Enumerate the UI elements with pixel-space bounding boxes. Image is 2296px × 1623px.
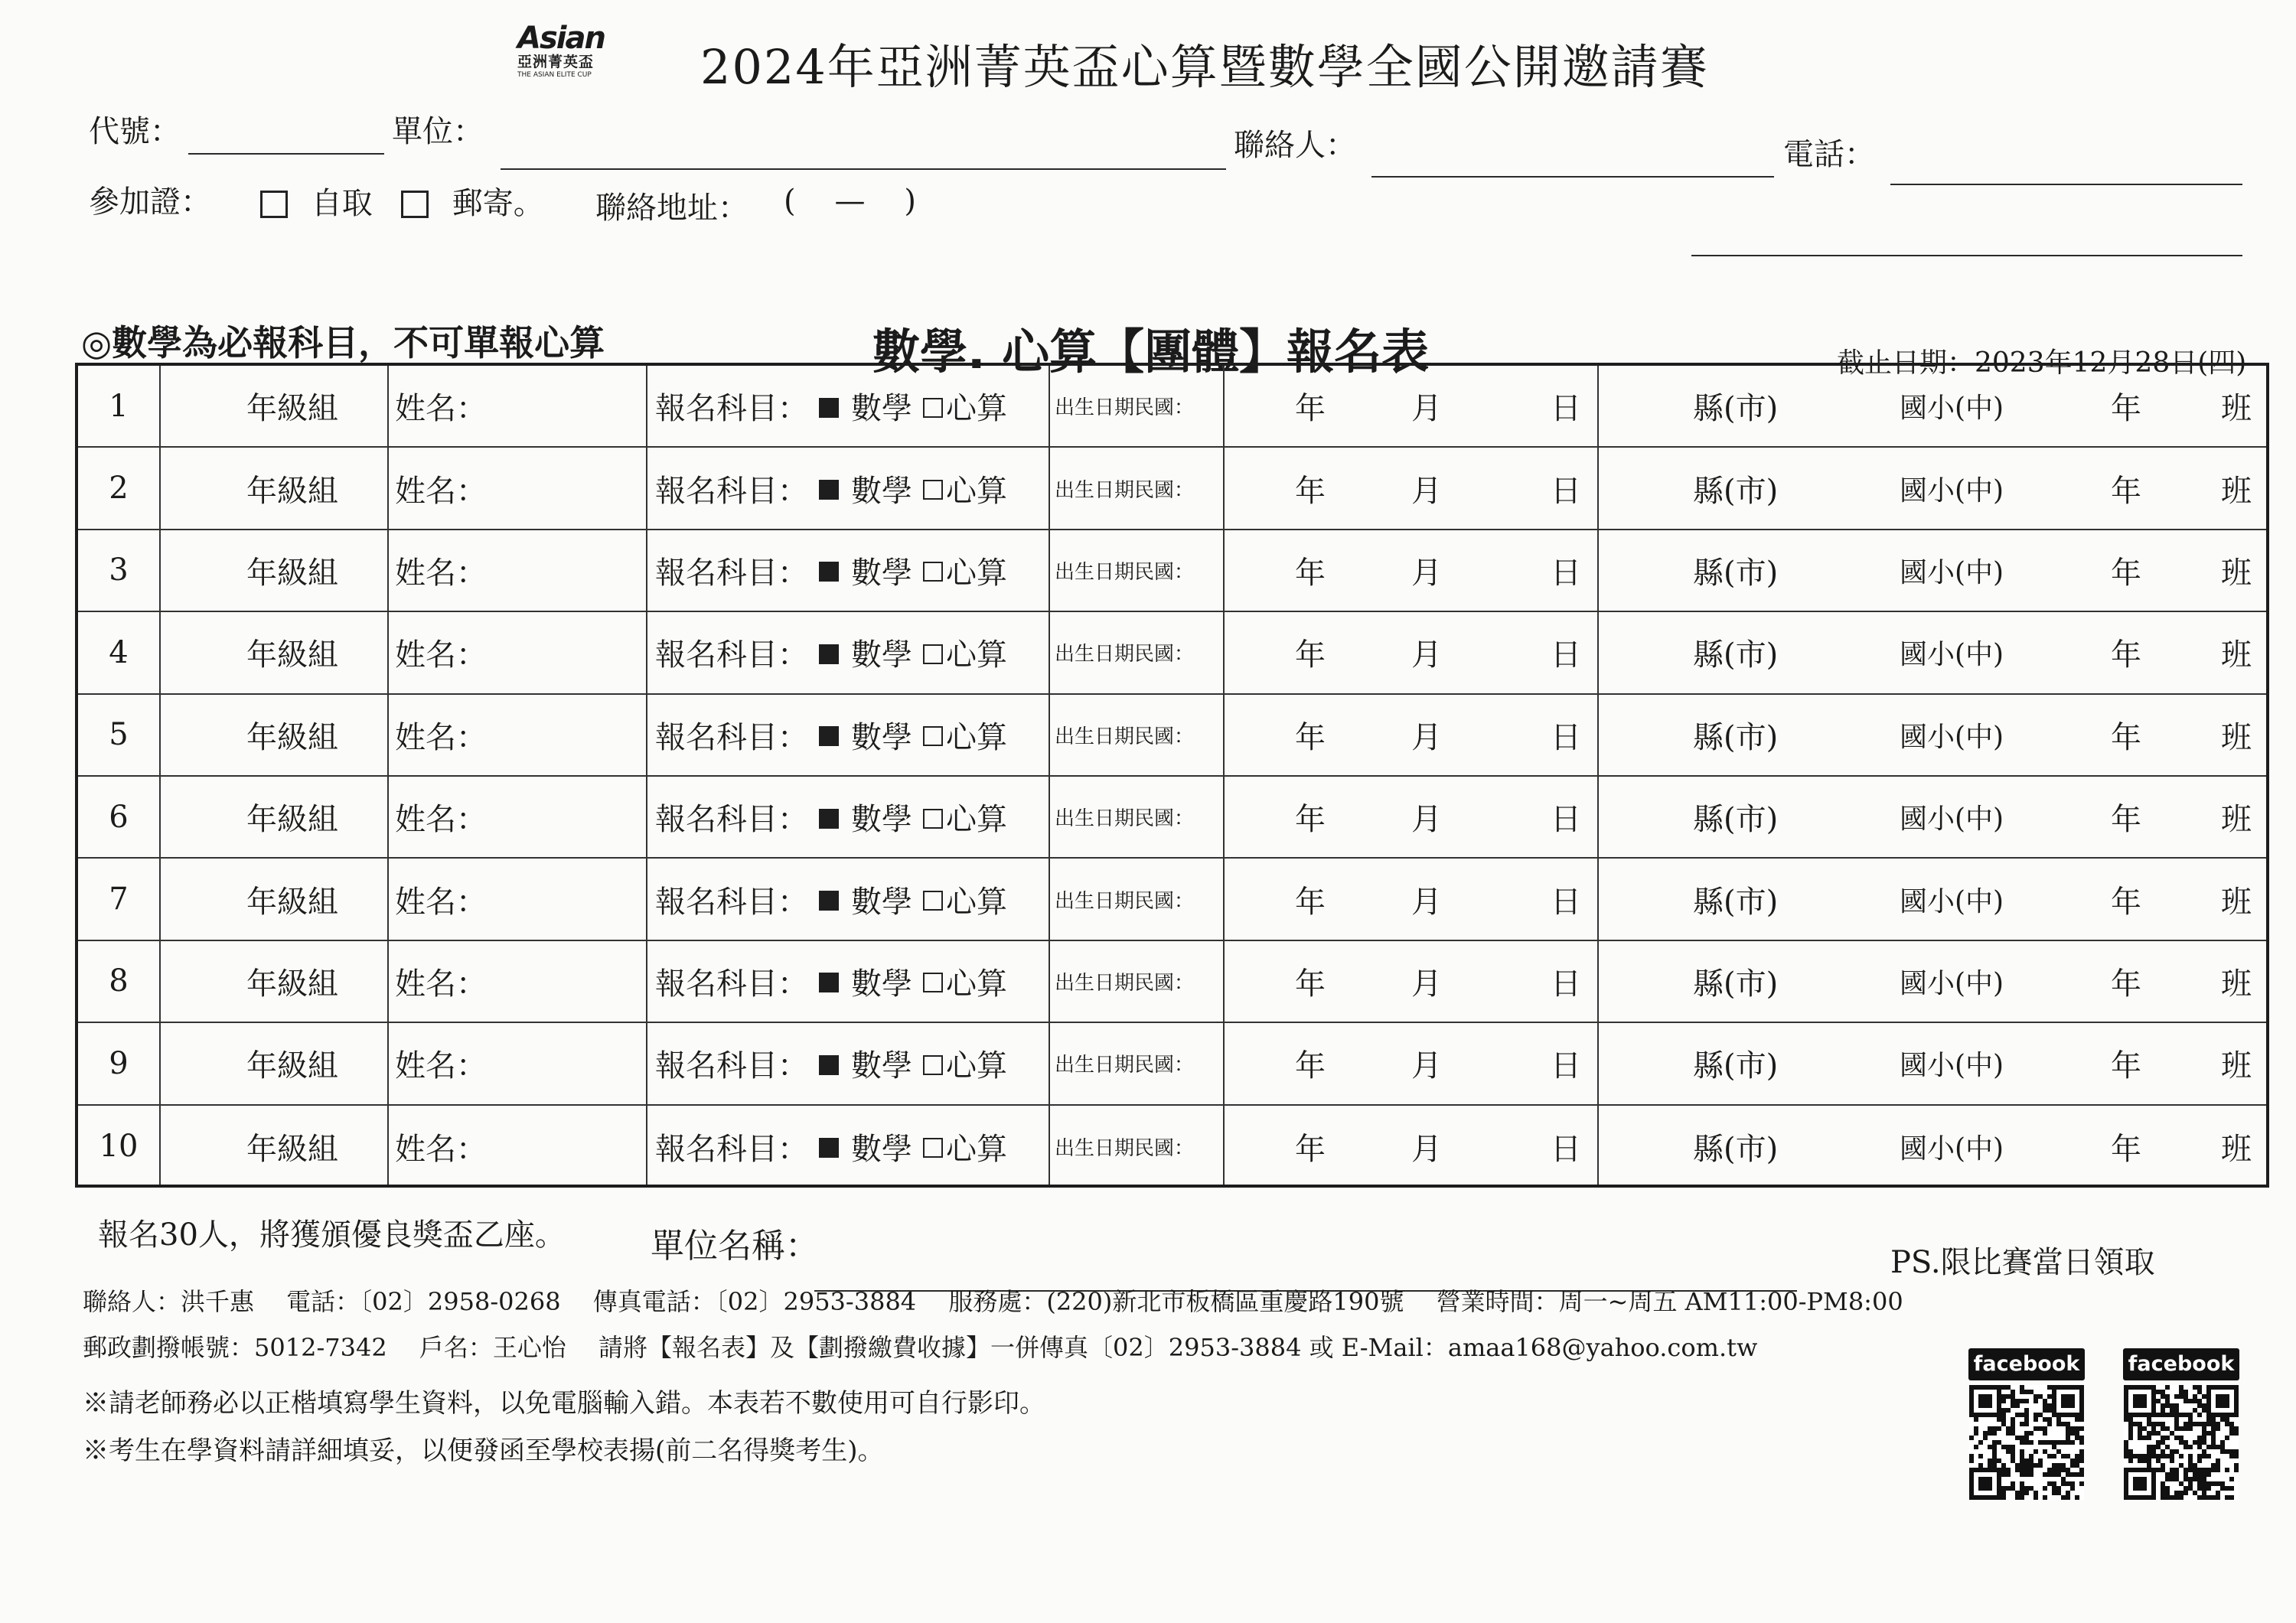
- mental-checkbox[interactable]: [923, 882, 943, 917]
- math-label: 數學: [851, 1131, 912, 1167]
- qr-code-icon: [2123, 1385, 2239, 1500]
- county-field[interactable]: 縣(市): [1693, 802, 1779, 838]
- name-field[interactable]: [395, 530, 487, 611]
- county-field[interactable]: 縣(市): [1693, 637, 1779, 673]
- table-row: [78, 695, 2266, 777]
- grade-field[interactable]: [246, 777, 338, 857]
- mental-label: 心算: [946, 1048, 1007, 1084]
- grade-field[interactable]: [246, 859, 338, 939]
- county-field[interactable]: 縣(市): [1693, 391, 1779, 427]
- county-field[interactable]: 縣(市): [1693, 555, 1779, 591]
- contact-label: 聯絡人：: [1234, 128, 1356, 163]
- name-label: 姓名：: [395, 473, 487, 509]
- birth-month[interactable]: 月: [1411, 884, 1442, 920]
- school-field[interactable]: 國小(中): [1900, 393, 2004, 425]
- math-checked-checkbox[interactable]: [819, 552, 839, 588]
- grade-field[interactable]: [246, 366, 338, 446]
- grade-year-field[interactable]: 年: [2111, 884, 2141, 920]
- name-field[interactable]: [395, 695, 487, 775]
- row-number: 4: [109, 634, 129, 670]
- class-field[interactable]: 班: [2221, 473, 2252, 509]
- unit-label: 單位：: [392, 114, 484, 149]
- math-checked-checkbox[interactable]: [819, 882, 839, 917]
- grade-label: 年級組: [246, 1131, 338, 1167]
- subject-label: 報名科目：: [655, 473, 808, 509]
- row-number: 8: [109, 963, 129, 999]
- page-title: 2024年亞洲菁英盃心算暨數學全國公開邀請賽: [700, 39, 1709, 95]
- math-label: 數學: [851, 473, 912, 509]
- table-row: [78, 777, 2266, 859]
- qr-code-icon: [1968, 1385, 2085, 1500]
- mental-checkbox[interactable]: [923, 471, 943, 506]
- name-field[interactable]: [395, 448, 487, 528]
- name-label: 姓名：: [395, 884, 487, 920]
- pickup-label: 自取: [311, 186, 373, 221]
- school-field[interactable]: 國小(中): [1900, 1133, 2004, 1165]
- grade-field[interactable]: [246, 612, 338, 693]
- grade-year-field[interactable]: 年: [2111, 966, 2141, 1002]
- contact-field[interactable]: [1371, 176, 1774, 178]
- name-label: 姓名：: [395, 555, 487, 591]
- subject-field: [655, 530, 1007, 611]
- math-label: 數學: [851, 637, 912, 673]
- birth-month[interactable]: 月: [1411, 391, 1442, 427]
- math-label: 數學: [851, 391, 912, 427]
- birth-label: 出生日期民國：: [1055, 643, 1195, 666]
- class-field[interactable]: 班: [2221, 802, 2252, 838]
- row-number: 2: [109, 471, 129, 507]
- row-number: 3: [109, 552, 129, 588]
- notice-text: ◎數學為必報科目，不可單報心算: [81, 322, 605, 363]
- birth-label: 出生日期民國：: [1055, 478, 1195, 502]
- mental-checkbox[interactable]: [923, 552, 943, 588]
- address-label: 聯絡地址：: [595, 191, 748, 226]
- birth-month[interactable]: 月: [1411, 1131, 1442, 1167]
- county-field[interactable]: 縣(市): [1693, 1048, 1779, 1084]
- birth-label: 出生日期民國：: [1055, 396, 1195, 420]
- birth-year[interactable]: 年: [1295, 802, 1326, 838]
- subject-label: 報名科目：: [655, 884, 808, 920]
- form-title: 數學. 心算【團體】報名表: [872, 324, 1430, 380]
- deadline-text: 截止日期：2023年12月28日(四): [1837, 347, 2247, 379]
- note-school-data: ※考生在學資料請詳細填妥，以便發函至學校表揚(前二名得獎考生)。: [83, 1436, 884, 1466]
- grade-field[interactable]: [246, 530, 338, 611]
- subject-field: [655, 1106, 1007, 1188]
- birth-year[interactable]: 年: [1295, 637, 1326, 673]
- subject-field: [655, 366, 1007, 446]
- birth-day[interactable]: 日: [1551, 884, 1581, 920]
- class-field[interactable]: 班: [2221, 966, 2252, 1002]
- birth-label: 出生日期民國：: [1055, 889, 1195, 913]
- mental-label: 心算: [946, 884, 1007, 920]
- logo-english: THE ASIAN ELITE CUP: [517, 71, 592, 79]
- grade-field[interactable]: [246, 1106, 338, 1188]
- grade-field[interactable]: [246, 695, 338, 775]
- name-field[interactable]: [395, 941, 487, 1022]
- mental-label: 心算: [946, 1131, 1007, 1167]
- mental-checkbox[interactable]: [923, 1129, 943, 1164]
- table-row: [78, 530, 2266, 612]
- table-row: [78, 1023, 2266, 1105]
- grade-field[interactable]: [246, 448, 338, 528]
- address-field[interactable]: ( — ): [784, 184, 916, 219]
- table-row: [78, 1106, 2266, 1188]
- mental-label: 心算: [946, 473, 1007, 509]
- subject-label: 報名科目：: [655, 966, 808, 1002]
- logo-chinese: 亞洲菁英盃: [517, 54, 595, 70]
- math-checked-checkbox[interactable]: [819, 471, 839, 506]
- grade-year-field[interactable]: 年: [2111, 637, 2141, 673]
- grade-year-field[interactable]: 年: [2111, 1048, 2141, 1084]
- school-field[interactable]: 國小(中): [1900, 885, 2004, 917]
- birth-day[interactable]: 日: [1551, 637, 1581, 673]
- county-field[interactable]: 縣(市): [1693, 473, 1779, 509]
- subject-field: [655, 941, 1007, 1022]
- facebook-label-1: facebook: [1968, 1348, 2085, 1380]
- math-checked-checkbox[interactable]: [819, 717, 839, 752]
- code-field[interactable]: [188, 153, 384, 155]
- grade-label: 年級組: [246, 473, 338, 509]
- mental-checkbox[interactable]: [923, 1046, 943, 1081]
- math-checked-checkbox[interactable]: [819, 389, 839, 424]
- birth-month[interactable]: 月: [1411, 637, 1442, 673]
- birth-day[interactable]: 日: [1551, 1048, 1581, 1084]
- class-field[interactable]: 班: [2221, 391, 2252, 427]
- birth-year[interactable]: 年: [1295, 966, 1326, 1002]
- birth-month[interactable]: 月: [1411, 473, 1442, 509]
- school-field[interactable]: 國小(中): [1900, 556, 2004, 588]
- subject-field: [655, 695, 1007, 775]
- note-handwriting: ※請老師務必以正楷填寫學生資料，以免電腦輸入錯。本表若不數使用可自行影印。: [83, 1388, 1045, 1419]
- class-field[interactable]: 班: [2221, 884, 2252, 920]
- math-checked-checkbox[interactable]: [819, 635, 839, 670]
- birth-month[interactable]: 月: [1411, 719, 1442, 755]
- math-checked-checkbox[interactable]: [819, 1046, 839, 1081]
- table-row: [78, 366, 2266, 448]
- unit-name-label: 單位名稱：: [651, 1227, 819, 1266]
- math-label: 數學: [851, 719, 912, 755]
- address-underline: [1691, 255, 2242, 256]
- grade-label: 年級組: [246, 555, 338, 591]
- contact-info-line: 聯絡人：洪千惠 電話：〔02〕2958-0268 傳真電話：〔02〕2953-3884 服務處：(220)新北市板橋區重慶路190號 營業時間：周一~周五 AM11:00-PM8:00: [83, 1287, 1903, 1316]
- subject-field: [655, 612, 1007, 693]
- school-field[interactable]: 國小(中): [1900, 474, 2004, 507]
- phone-label: 電話：: [1783, 137, 1875, 172]
- grade-label: 年級組: [246, 884, 338, 920]
- birth-year[interactable]: 年: [1295, 884, 1326, 920]
- school-field[interactable]: 國小(中): [1900, 803, 2004, 836]
- row-number: 6: [109, 799, 129, 835]
- birth-label: 出生日期民國：: [1055, 1054, 1195, 1077]
- grade-field[interactable]: [246, 941, 338, 1022]
- subject-label: 報名科目：: [655, 802, 808, 838]
- birth-year[interactable]: 年: [1295, 473, 1326, 509]
- math-label: 數學: [851, 966, 912, 1002]
- mental-label: 心算: [946, 719, 1007, 755]
- pickup-checkbox[interactable]: [260, 191, 288, 218]
- mail-checkbox[interactable]: [401, 191, 429, 218]
- name-field[interactable]: [395, 859, 487, 939]
- birth-year[interactable]: 年: [1295, 391, 1326, 427]
- name-label: 姓名：: [395, 1048, 487, 1084]
- name-label: 姓名：: [395, 391, 487, 427]
- mental-checkbox[interactable]: [923, 963, 943, 999]
- math-checked-checkbox[interactable]: [819, 800, 839, 835]
- birth-day[interactable]: 日: [1551, 802, 1581, 838]
- grade-year-field[interactable]: 年: [2111, 555, 2141, 591]
- subject-label: 報名科目：: [655, 1048, 808, 1084]
- birth-label: 出生日期民國：: [1055, 725, 1195, 748]
- birth-month[interactable]: 月: [1411, 802, 1442, 838]
- birth-day[interactable]: 日: [1551, 966, 1581, 1002]
- grade-label: 年級組: [246, 719, 338, 755]
- mental-label: 心算: [946, 966, 1007, 1002]
- facebook-qr-2[interactable]: [2123, 1348, 2239, 1503]
- grade-label: 年級組: [246, 802, 338, 838]
- subject-field: [655, 448, 1007, 528]
- grade-label: 年級組: [246, 966, 338, 1002]
- table-row: [78, 941, 2266, 1023]
- name-field[interactable]: [395, 1023, 487, 1103]
- math-label: 數學: [851, 884, 912, 920]
- name-label: 姓名：: [395, 802, 487, 838]
- mental-label: 心算: [946, 802, 1007, 838]
- name-label: 姓名：: [395, 719, 487, 755]
- grade-label: 年級組: [246, 391, 338, 427]
- county-field[interactable]: 縣(市): [1693, 966, 1779, 1002]
- grade-label: 年級組: [246, 637, 338, 673]
- registration-table: [75, 363, 2269, 1188]
- mental-checkbox[interactable]: [923, 717, 943, 752]
- grade-year-field[interactable]: 年: [2111, 1131, 2141, 1167]
- subject-field: [655, 859, 1007, 939]
- phone-field[interactable]: [1890, 184, 2242, 185]
- subject-field: [655, 1023, 1007, 1103]
- class-field[interactable]: 班: [2221, 555, 2252, 591]
- birth-year[interactable]: 年: [1295, 719, 1326, 755]
- name-label: 姓名：: [395, 1131, 487, 1167]
- subject-label: 報名科目：: [655, 1131, 808, 1167]
- mental-label: 心算: [946, 637, 1007, 673]
- mental-checkbox[interactable]: [923, 635, 943, 670]
- county-field[interactable]: 縣(市): [1693, 884, 1779, 920]
- grade-field[interactable]: [246, 1023, 338, 1103]
- math-label: 數學: [851, 1048, 912, 1084]
- subject-label: 報名科目：: [655, 637, 808, 673]
- subject-label: 報名科目：: [655, 555, 808, 591]
- code-label: 代號：: [89, 114, 181, 149]
- row-number: 1: [109, 388, 129, 424]
- table-row: [78, 448, 2266, 530]
- birth-month[interactable]: 月: [1411, 966, 1442, 1002]
- grade-year-field[interactable]: 年: [2111, 391, 2141, 427]
- grade-year-field[interactable]: 年: [2111, 473, 2141, 509]
- pass-mail-option[interactable]: [401, 179, 544, 223]
- birth-month[interactable]: 月: [1411, 555, 1442, 591]
- pass-label: 參加證：: [89, 184, 211, 220]
- ps-note: PS.限比賽當日領取: [1890, 1245, 2155, 1280]
- award-text: 報名30人，將獲頒優良獎盃乙座。: [98, 1217, 566, 1253]
- mail-label: 郵寄。: [452, 186, 544, 221]
- class-field[interactable]: 班: [2221, 1048, 2252, 1084]
- mental-checkbox[interactable]: [923, 800, 943, 835]
- birth-year[interactable]: 年: [1295, 1131, 1326, 1167]
- birth-day[interactable]: 日: [1551, 391, 1581, 427]
- birth-month[interactable]: 月: [1411, 1048, 1442, 1084]
- math-checked-checkbox[interactable]: [819, 1129, 839, 1164]
- school-field[interactable]: 國小(中): [1900, 1050, 2004, 1082]
- mental-label: 心算: [946, 555, 1007, 591]
- mental-label: 心算: [946, 391, 1007, 427]
- grade-year-field[interactable]: 年: [2111, 719, 2141, 755]
- asian-elite-cup-logo: [517, 21, 605, 87]
- name-field[interactable]: [395, 1106, 487, 1188]
- class-field[interactable]: 班: [2221, 1131, 2252, 1167]
- name-label: 姓名：: [395, 966, 487, 1002]
- grade-year-field[interactable]: 年: [2111, 802, 2141, 838]
- math-label: 數學: [851, 802, 912, 838]
- unit-field[interactable]: [501, 168, 1226, 170]
- birth-label: 出生日期民國：: [1055, 971, 1195, 995]
- grade-label: 年級組: [246, 1048, 338, 1084]
- birth-day[interactable]: 日: [1551, 719, 1581, 755]
- county-field[interactable]: 縣(市): [1693, 1131, 1779, 1167]
- birth-year[interactable]: 年: [1295, 1048, 1326, 1084]
- birth-day[interactable]: 日: [1551, 1131, 1581, 1167]
- facebook-qr-1[interactable]: [1968, 1348, 2085, 1503]
- math-checked-checkbox[interactable]: [819, 963, 839, 999]
- pass-pickup-option[interactable]: [260, 179, 373, 223]
- row-number: 5: [109, 717, 129, 753]
- row-number: 7: [109, 882, 129, 917]
- subject-field: [655, 777, 1007, 857]
- birth-label: 出生日期民國：: [1055, 1136, 1195, 1160]
- name-field[interactable]: [395, 777, 487, 857]
- subject-label: 報名科目：: [655, 719, 808, 755]
- school-field[interactable]: 國小(中): [1900, 967, 2004, 999]
- table-row: [78, 612, 2266, 694]
- birth-label: 出生日期民國：: [1055, 807, 1195, 831]
- birth-day[interactable]: 日: [1551, 555, 1581, 591]
- row-number: 9: [109, 1045, 129, 1081]
- class-field[interactable]: 班: [2221, 719, 2252, 755]
- birth-year[interactable]: 年: [1295, 555, 1326, 591]
- subject-label: 報名科目：: [655, 391, 808, 427]
- math-label: 數學: [851, 555, 912, 591]
- table-row: [78, 859, 2266, 940]
- class-field[interactable]: 班: [2221, 637, 2252, 673]
- birth-day[interactable]: 日: [1551, 473, 1581, 509]
- name-label: 姓名：: [395, 637, 487, 673]
- facebook-label-2: facebook: [2123, 1348, 2239, 1380]
- logo-brand: Asian: [517, 21, 605, 56]
- mental-checkbox[interactable]: [923, 389, 943, 424]
- name-field[interactable]: [395, 612, 487, 693]
- school-field[interactable]: 國小(中): [1900, 721, 2004, 753]
- row-number: 10: [99, 1129, 139, 1165]
- school-field[interactable]: 國小(中): [1900, 639, 2004, 671]
- account-info-line: 郵政劃撥帳號：5012-7342 戶名：王心怡 請將【報名表】及【劃撥繳費收據】一併傳真〔02〕2953-3884 或 E-Mail：amaa168@yahoo.com.tw: [83, 1333, 1758, 1362]
- county-field[interactable]: 縣(市): [1693, 719, 1779, 755]
- name-field[interactable]: [395, 366, 487, 446]
- birth-label: 出生日期民國：: [1055, 560, 1195, 584]
